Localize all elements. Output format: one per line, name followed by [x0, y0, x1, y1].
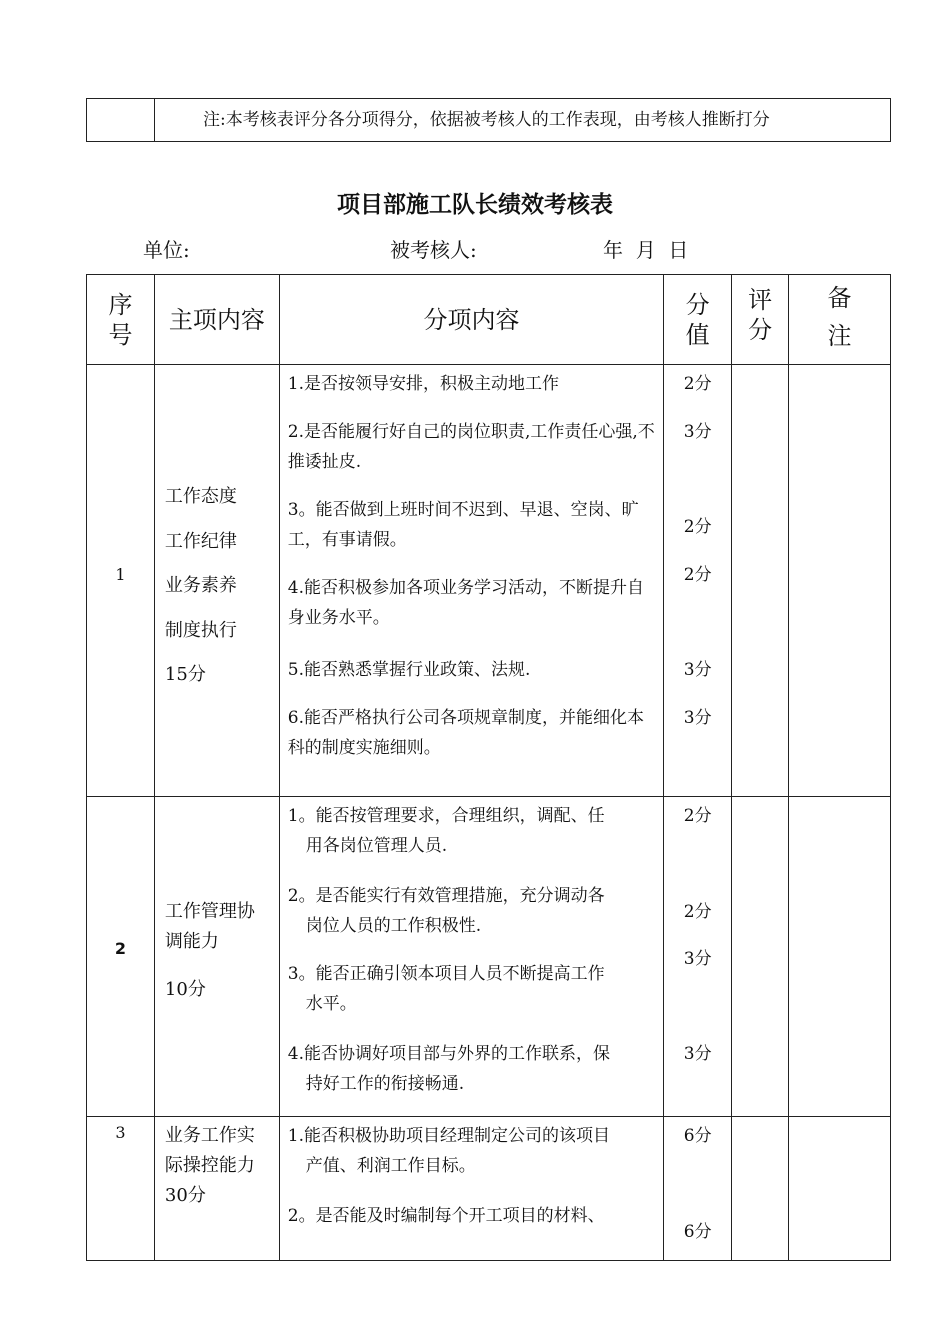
main-content: 业务工作实 际操控能力 30分: [164, 1125, 255, 1206]
sub-item-cont: 用各岗位管理人员.: [305, 836, 448, 856]
sub-cell: [279, 797, 663, 1117]
score-cell: [664, 1117, 732, 1261]
main-cell: [154, 797, 279, 1117]
sub-item: 3。能否做到上班时间不迟到、早退、空岗、旷工，有事请假。: [287, 500, 639, 550]
sub-item-cont: 水平。: [305, 994, 357, 1014]
seq-cell: [87, 797, 155, 1117]
main-content: 工作管理协 调能力 10分: [164, 901, 255, 1000]
header-score: 分 值: [664, 275, 732, 365]
rating-cell[interactable]: [732, 797, 789, 1117]
sub-item: 1.能否积极协助项目经理制定公司的该项目: [287, 1126, 610, 1146]
sub-item: 3。能否正确引领本项目人员不断提高工作: [287, 964, 605, 984]
note-cell: [155, 99, 891, 142]
assessee-label: 被考核人:: [390, 238, 477, 262]
table-row: [87, 1117, 891, 1261]
score-value: 2分: [683, 902, 712, 922]
score-value: 2分: [683, 806, 712, 826]
header-row: [87, 275, 891, 365]
main-content: 工作态度 工作纪律 业务素养 制度执行 15分: [164, 486, 237, 685]
sub-item: 2。是否能实行有效管理措施，充分调动各: [287, 886, 605, 906]
score-value: 2分: [683, 565, 712, 585]
remark-cell[interactable]: [789, 1117, 891, 1261]
remark-cell[interactable]: [789, 797, 891, 1117]
sub-item: 6.能否严格执行公司各项规章制度，并能细化本科的制度实施细则。: [287, 708, 644, 758]
header-sub: 分项内容: [279, 275, 663, 365]
header-rating: 评 分: [732, 275, 789, 365]
note-empty-cell: [87, 99, 155, 142]
sub-item: 1。能否按管理要求，合理组织，调配、任: [287, 806, 605, 826]
sub-item: 4.能否协调好项目部与外界的工作联系，保: [287, 1044, 610, 1064]
sub-item-cont: 产值、利润工作目标。: [305, 1156, 476, 1176]
note-text: 注:本考核表评分各分项得分，依据被考核人的工作表现，由考核人推断打分: [203, 110, 770, 130]
seq-number: 1: [115, 565, 126, 584]
header-main: 主项内容: [154, 275, 279, 365]
table-row: [87, 365, 891, 797]
score-value: 3分: [683, 949, 712, 969]
sub-item-cont: 岗位人员的工作积极性.: [305, 916, 482, 936]
score-value: 3分: [683, 1044, 712, 1064]
score-value: 3分: [683, 708, 712, 728]
sub-item: 2。是否能及时编制每个开工项目的材料、: [287, 1206, 605, 1226]
score-cell: [664, 797, 732, 1117]
main-cell: [154, 1117, 279, 1261]
score-value: 2分: [683, 374, 712, 394]
score-value: 2分: [683, 517, 712, 537]
score-value: 3分: [683, 422, 712, 442]
seq-number: 3: [115, 1123, 126, 1142]
main-cell: [154, 365, 279, 797]
assessment-table: [86, 274, 891, 1261]
seq-cell: [87, 1117, 155, 1261]
sub-item: 1.是否按领导安排，积极主动地工作: [287, 374, 559, 394]
score-value: 6分: [683, 1126, 712, 1146]
sub-cell: [279, 1117, 663, 1261]
seq-cell: [87, 365, 155, 797]
table-row: [87, 797, 891, 1117]
sub-cell: [279, 365, 663, 797]
seq-number: 2: [114, 939, 127, 958]
date-label: 年 月 日: [603, 238, 689, 262]
remark-cell[interactable]: [789, 365, 891, 797]
rating-cell[interactable]: [732, 365, 789, 797]
sub-item: 5.能否熟悉掌握行业政策、法规.: [287, 660, 531, 680]
rating-cell[interactable]: [732, 1117, 789, 1261]
sub-item: 2.是否能履行好自己的岗位职责,工作责任心强,不推诿扯皮.: [287, 422, 655, 472]
header-remark: 备 注: [789, 275, 891, 365]
sub-item: 4.能否积极参加各项业务学习活动，不断提升自身业务水平。: [287, 578, 644, 628]
header-seq: 序 号: [87, 275, 155, 365]
sub-item-cont: 持好工作的衔接畅通.: [305, 1074, 465, 1094]
note-table: [86, 98, 891, 142]
unit-label: 单位:: [143, 238, 190, 262]
score-cell: [664, 365, 732, 797]
page-title: 项目部施工队长绩效考核表: [337, 192, 613, 218]
score-value: 3分: [683, 660, 712, 680]
score-value: 6分: [683, 1222, 712, 1242]
